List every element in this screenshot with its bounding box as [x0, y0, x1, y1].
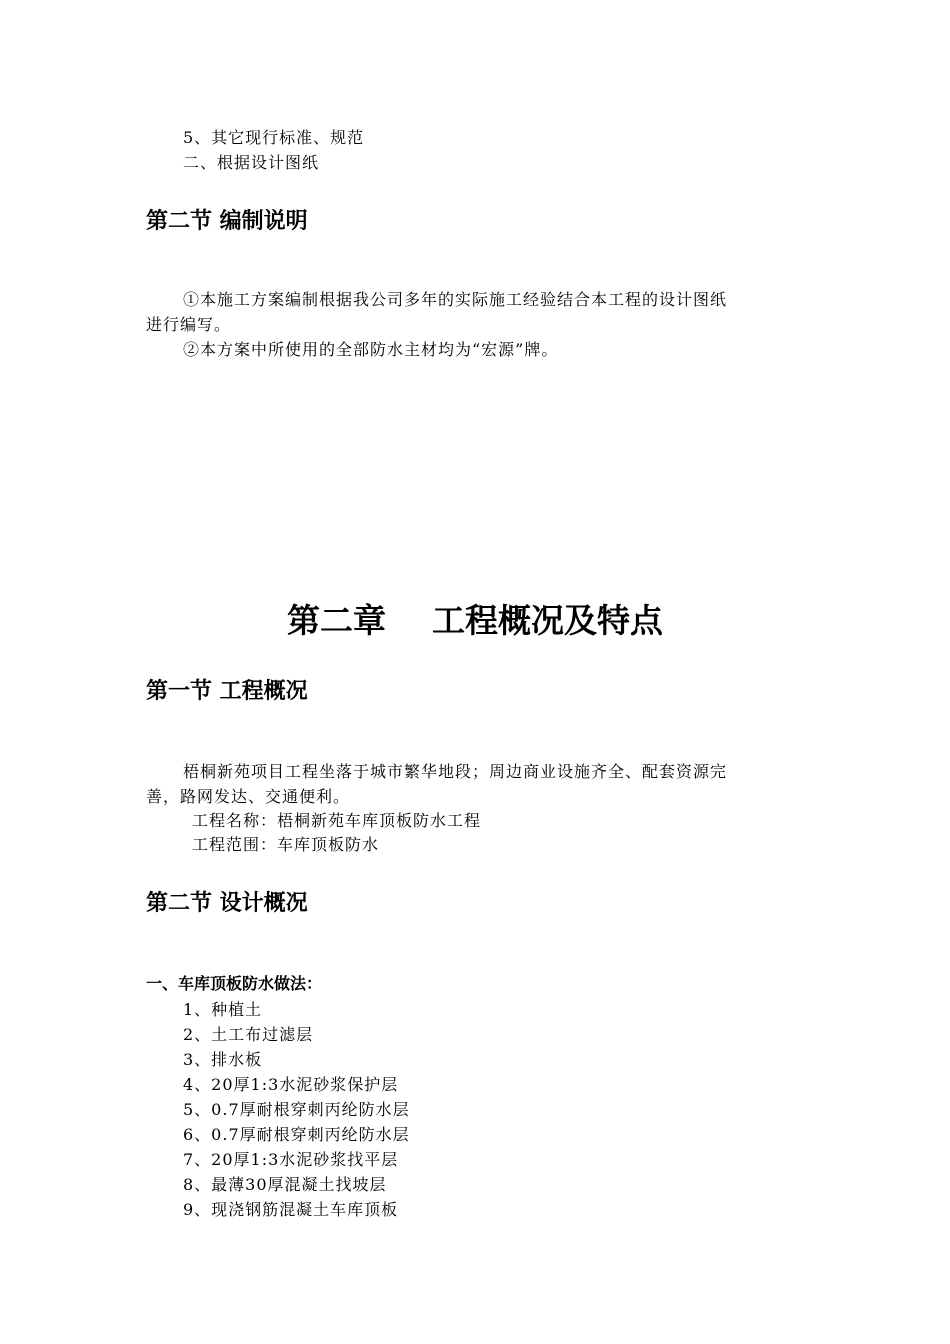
bianzhi-para1-line1: ①本施工方案编制根据我公司多年的实际施工经验结合本工程的设计图纸 [183, 290, 728, 309]
gaikuang-para-line1: 梧桐新苑项目工程坐落于城市繁华地段；周边商业设施齐全、配套资源完 [183, 762, 728, 781]
bianzhi-para1-line2: 进行编写。 [146, 315, 232, 334]
list-item: 1、种植土 [183, 1000, 263, 1019]
section-heading-gaikuang: 第一节 工程概况 [146, 679, 308, 704]
standards-line: 5、其它现行标准、规范 [183, 128, 365, 147]
list-item: 5、0.7厚耐根穿刺丙纶防水层 [183, 1100, 410, 1119]
gaikuang-para-line2: 善，路网发达、交通便利。 [146, 787, 351, 806]
list-item: 3、排水板 [183, 1050, 263, 1069]
project-scope-line: 工程范围：车库顶板防水 [192, 835, 380, 854]
list-item: 4、20厚1:3水泥砂浆保护层 [183, 1075, 399, 1094]
list-item: 8、最薄30厚混凝土找坡层 [183, 1175, 387, 1194]
list-item: 7、20厚1:3水泥砂浆找平层 [183, 1150, 399, 1169]
section-heading-sheji: 第二节 设计概况 [146, 891, 308, 916]
list-item: 2、土工布过滤层 [183, 1025, 314, 1044]
list-item: 9、现浇钢筋混凝土车库顶板 [183, 1200, 399, 1219]
section-heading-bianzhi: 第二节 编制说明 [146, 209, 308, 234]
waterproof-layer-list [183, 997, 410, 1222]
bianzhi-para2: ②本方案中所使用的全部防水主材均为“宏源”牌。 [183, 340, 559, 359]
list-item: 6、0.7厚耐根穿刺丙纶防水层 [183, 1125, 410, 1144]
project-name-line: 工程名称：梧桐新苑车库顶板防水工程 [192, 811, 482, 830]
design-drawings-line: 二、根据设计图纸 [183, 153, 320, 172]
waterproof-method-subheading: 一、车库顶板防水做法： [146, 974, 323, 993]
chapter-title: 第二章 工程概况及特点 [287, 601, 663, 640]
